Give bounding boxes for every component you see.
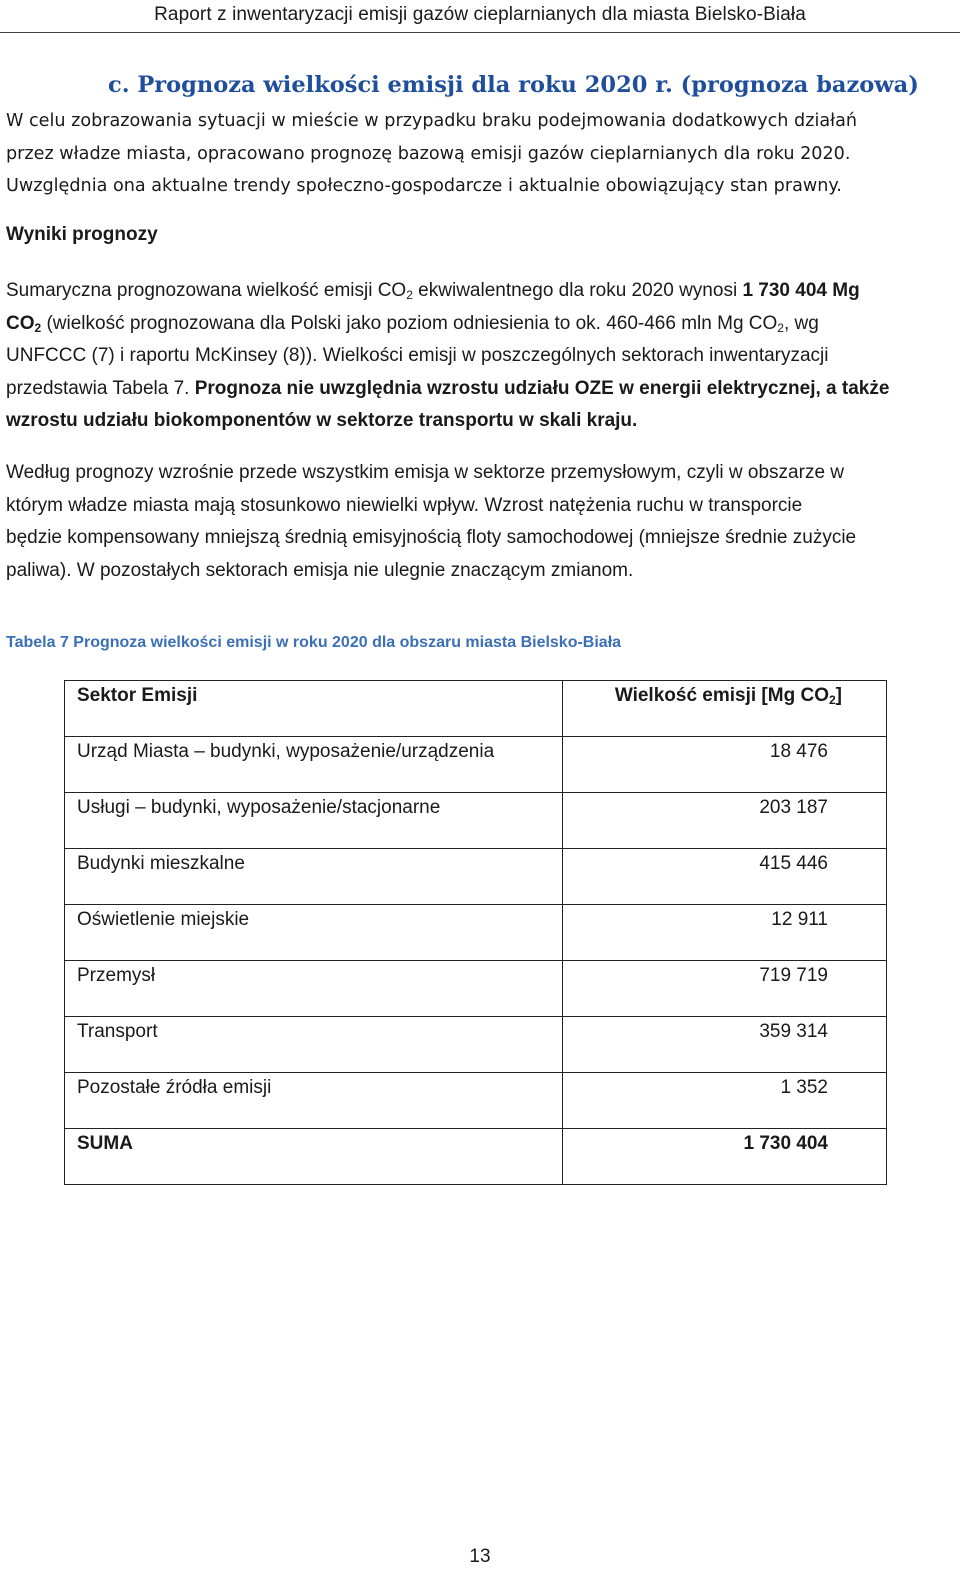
- results-heading: Wyniki prognozy: [6, 224, 158, 245]
- intro-paragraph: [6, 105, 954, 203]
- bold-text: Prognoza nie uwzględnia wzrostu udziału OZE w energii elektrycznej, a także: [194, 377, 890, 399]
- subscript: 2: [406, 288, 413, 302]
- forecast-line: paliwa). W pozostałych sektorach emisja nie ulegnie znaczącym zmianom.: [6, 559, 634, 581]
- table-row: [65, 905, 887, 961]
- row-sector: Budynki mieszkalne: [65, 849, 563, 905]
- row-sector: Pozostałe źródła emisji: [65, 1073, 563, 1129]
- table-row: [65, 737, 887, 793]
- text: przedstawia Tabela 7.: [6, 377, 195, 399]
- row-sector: Usługi – budynki, wyposażenie/stacjonarne: [65, 793, 563, 849]
- text: (wielkość prognozowana dla Polski jako poziom odniesienia to ok. 460-466 mln Mg CO: [41, 312, 778, 334]
- table-caption: Tabela 7 Prognoza wielkości emisji w roku 2020 dla obszaru miasta Bielsko-Biała: [6, 634, 622, 651]
- text: Sumaryczna prognozowana wielkość emisji CO: [6, 280, 407, 301]
- table-total-row: [65, 1129, 887, 1185]
- results-line: [6, 275, 954, 308]
- subscript: 2: [777, 320, 784, 335]
- row-value: 359 314: [563, 1017, 887, 1073]
- forecast-line: będzie kompensowany mniejszą średnią emisyjnością floty samochodowej (mniejsze średnie zużycie: [6, 527, 857, 548]
- forecast-paragraph: [6, 457, 954, 587]
- table-header-row: [65, 681, 887, 737]
- results-line: UNFCCC (7) i raportu McKinsey (8)). Wielkości emisji w poszczególnych sektorach inwentaryzacji: [6, 345, 829, 366]
- table-row: [65, 1017, 887, 1073]
- row-value: 1 352: [563, 1073, 887, 1129]
- results-line: [6, 373, 954, 406]
- results-line: [6, 308, 954, 341]
- results-line: [6, 405, 954, 438]
- row-value: 203 187: [563, 793, 887, 849]
- total-sector: SUMA: [65, 1129, 563, 1185]
- table-row: [65, 793, 887, 849]
- total-emission-value: 1 730 404 Mg: [742, 280, 860, 301]
- text: , wg: [783, 312, 819, 334]
- row-sector: Przemysł: [65, 961, 563, 1017]
- page-header: [0, 0, 960, 33]
- subscript: 2: [828, 693, 836, 707]
- bold-text: wzrostu udziału biokomponentów w sektorze transportu w skali kraju.: [6, 410, 638, 431]
- page-number: 13: [469, 1546, 491, 1567]
- total-value: 1 730 404: [563, 1129, 887, 1185]
- header-title: Raport z inwentaryzacji emisji gazów cieplarnianych dla miasta Bielsko-Biała: [154, 4, 806, 25]
- intro-line: Uwzględnia ona aktualne trendy społeczno-gospodarcze i aktualnie obowiązujący stan prawny.: [6, 176, 842, 196]
- table-row: [65, 849, 887, 905]
- table-row: [65, 1073, 887, 1129]
- row-sector: Transport: [65, 1017, 563, 1073]
- row-value: 719 719: [563, 961, 887, 1017]
- section-heading: c. Prognoza wielkości emisji dla roku 2020 r. (prognoza bazowa): [108, 72, 919, 98]
- table-row: [65, 961, 887, 1017]
- header-value: [563, 681, 887, 737]
- header-sector: Sektor Emisji: [65, 681, 563, 737]
- intro-line: W celu zobrazowania sytuacji w mieście w przypadku braku podejmowania dodatkowych działań: [6, 111, 858, 131]
- intro-line: przez władze miasta, opracowano prognozę bazową emisji gazów cieplarnianych dla roku 2020.: [6, 143, 851, 164]
- text: Wielkość emisji [Mg CO: [614, 685, 829, 706]
- row-value: 415 446: [563, 849, 887, 905]
- text: CO: [6, 312, 35, 334]
- row-sector: Oświetlenie miejskie: [65, 905, 563, 961]
- row-value: 12 911: [563, 905, 887, 961]
- emissions-table: [64, 680, 887, 1185]
- row-value: 18 476: [563, 737, 887, 793]
- text: ekwiwalentnego dla roku 2020 wynosi: [412, 280, 743, 301]
- forecast-line: którym władze miasta mają stosunkowo niewielki wpływ. Wzrost natężenia ruchu w transporcie: [6, 494, 803, 516]
- unit-co2: [6, 313, 41, 334]
- results-paragraph: [6, 275, 954, 438]
- subscript: 2: [34, 320, 42, 335]
- row-sector: Urząd Miasta – budynki, wyposażenie/urządzenia: [65, 737, 563, 793]
- forecast-line: Według prognozy wzrośnie przede wszystkim emisja w sektorze przemysłowym, czyli w obszarze w: [6, 462, 845, 483]
- text: ]: [835, 685, 842, 706]
